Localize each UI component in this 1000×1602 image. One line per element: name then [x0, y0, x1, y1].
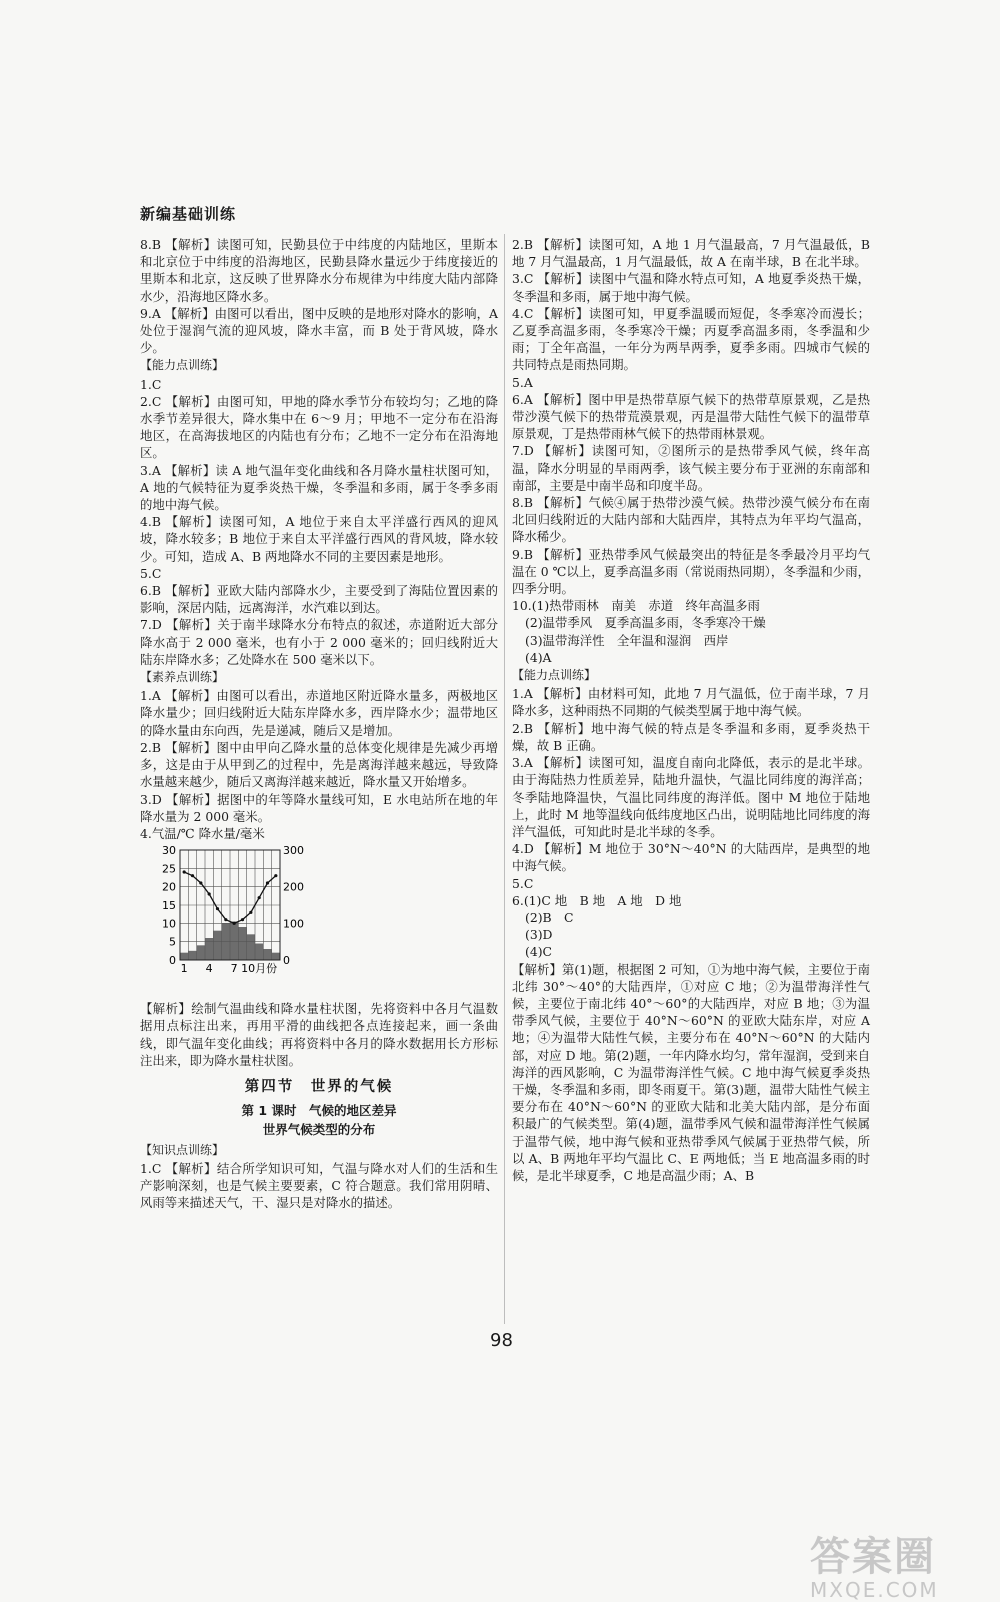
answer-item: 4.C 【解析】读图可知，甲夏季温暖而短促，冬季寒冷而漫长；乙夏季高温多雨，冬季寒冷干燥；丙夏季高温多雨，冬季温和少雨；丁全年高温，一年分为两旱两季，夏季多雨。四城市气候的共同特点是雨热同期。 [512, 305, 870, 373]
lesson-title: 第 1 课时 气候的地区差异 [241, 1103, 397, 1119]
temperature-point [241, 918, 244, 921]
temp-tick-label: 25 [162, 862, 176, 876]
temperature-point [224, 918, 227, 921]
answer-item: 6.A 【解析】图中甲是热带草原气候下的热带草原景观，乙是热带沙漠气候下的热带荒漠景观，丙是温带大陆性气候下的温带草原景观，丁是热带雨林气候下的热带雨林景观。 [512, 391, 870, 442]
page-number: 98 [490, 1330, 513, 1351]
chart-caption: 4.气温/℃ 降水量/毫米 [140, 825, 265, 841]
precip-bar [197, 945, 205, 960]
answer-line: (4)A [525, 649, 552, 665]
temperature-point [266, 882, 269, 885]
chart-note: 【解析】绘制气温曲线和降水量柱状图，先将资料中各月气温数据用点标注出来，再用平滑的曲线把各点连接起来，画一条曲线，即气温年变化曲线；再将资料中各月的降水数据用长方形标注出来，即为降水量柱状图。 [140, 1001, 498, 1068]
answer-item: 8.B 【解析】气候④属于热带沙漠气候。热带沙漠气候分布在南北回归线附近的大陆内部和大陆西岸，其特点为年平均气温高，降水稀少。 [512, 495, 870, 545]
precip-bar [213, 931, 221, 960]
temperature-point [199, 882, 202, 885]
column-divider [504, 234, 505, 1324]
right-block2 [512, 685, 870, 891]
temperature-point [183, 871, 186, 874]
answer-item: 3.A 【解析】读图可知，温度自南向北降低，表示的是北半球。由于海陆热力性质差异，陆地升温快，气温比同纬度的海洋高；冬季陆地降温快，气温比同纬度的海洋低。图中 M 地位于陆地上，此时 M 地等温线向低纬度地区凸出，说明陆地比同纬度的海洋气温低，可知此时是北半球的冬季。 [512, 755, 870, 839]
watermark-logo [810, 1525, 939, 1602]
answer-item: 2.B 【解析】图中由甲向乙降水量的总体变化规律是先减少再增多，这是由于从甲到乙的过程中，先是离海洋越来越远，导致降水量越来越少，随后又离海洋越来越近，降水量又开始增多。 [140, 739, 498, 790]
answer-item: 7.D 【解析】读图可知，②图所示的是热带季风气候，终年高温，降水分明显的旱雨两季，该气候主要分布于亚洲的东南部和南部，主要是中南半岛和印度半岛。 [512, 443, 870, 493]
answer-line: (2)温带季风 夏季高温多雨，冬季寒冷干燥 [525, 615, 766, 631]
answer-item: 3.A 【解析】读 A 地气温年变化曲线和各月降水量柱状图可知，A 地的气候特征为夏季炎热干燥，冬季温和多雨，属于冬季多雨的地中海气候。 [140, 462, 498, 513]
answer-item: 2.C 【解析】由图可知，甲地的降水季节分布较均匀；乙地的降水季节差异很大，降水集中在 6～9 月；甲地不一定分布在沿海地区，在高海拔地区的内陆也有分布；乙地不一定分布在沿海地区。 [140, 393, 498, 461]
answer-item: 1.C [140, 376, 162, 392]
answer-item: 7.D 【解析】关于南半球降水分布特点的叙述，赤道附近大部分降水高于 2 000 毫米，也有小于 2 000 毫米的；回归线附近大陆东岸降水多；乙处降水在 500 毫米以下。 [140, 617, 498, 667]
precip-bar [205, 938, 213, 960]
answer-item: 6.B 【解析】亚欧大陆内部降水少，主要受到了海陆位置因素的影响，深居内陆，远离海洋，水汽难以到达。 [140, 583, 498, 616]
lesson-subtitle: 世界气候类型的分布 [262, 1122, 376, 1138]
left-block1 [140, 236, 498, 356]
right-column [512, 236, 870, 1184]
answer-item: 5.C [512, 875, 534, 891]
answer-item: 3.D 【解析】据图中的年等降水量线可知，E 水电站所在地的年降水量为 2 000 毫米。 [140, 791, 498, 824]
precip-bar [272, 953, 280, 960]
temperature-point [249, 911, 252, 914]
answer-item: 4.B 【解析】读图可知，A 地位于来自太平洋盛行西风的迎风坡，降水较多；B 地位于来自太平洋盛行西风的背风坡，降水较少。可知，造成 A、B 两地降水不同的主要因素是地形。 [140, 514, 498, 564]
precip-bar [180, 953, 188, 960]
book-title: 新编基础训练 [140, 205, 237, 223]
temp-tick-label: 10 [162, 917, 176, 931]
temperature-point [233, 922, 236, 925]
left-column [140, 236, 498, 1211]
precip-tick-label: 300 [283, 844, 304, 858]
answer-line: (3)D [525, 927, 553, 943]
climate-chart [150, 844, 320, 996]
temperature-point [216, 907, 219, 910]
precip-tick-label: 200 [283, 880, 304, 894]
month-tick-label: 10月份 [241, 962, 278, 976]
section-title: 第四节 世界的气候 [244, 1078, 394, 1095]
precip-bar [238, 927, 246, 960]
temp-tick-label: 0 [169, 954, 176, 968]
section-label-literacy: 【素养点训练】 [140, 670, 225, 685]
temp-tick-label: 15 [162, 899, 176, 913]
precip-bar [230, 922, 238, 961]
answer-explanation: 【解析】第(1)题，根据图 2 可知，①为地中海气候，主要位于南北纬 30°～40°的大陆西岸，①对应 C 地；②为温带海洋性气候，主要位于南北纬 40°～60°的大陆西岸，对应 B 地；③为温带季风气候，主要位于 40°N～60°N 的亚欧大陆东岸，对应 A 地；④为温带大陆性气候，主要分布在 40°N～60°N 的大陆内部，对应 D 地。第(2)题，一年内降水均匀，常年湿润，受到来自海洋的西风影响，C 为温带海洋性气候。C 地中海气候夏季炎热干燥，冬季温和多雨，即冬雨夏干。第(3)题，温带大陆性气候主要分布在 40°N～60°N 的亚欧大陆和北美大陆内部，是分布面积最广的气候类型。第(4)题，温带季风气候和温带海洋性气候属于温带气候，地中海气候和亚热带季风气候属于亚热带气候，所以 A、B 两地年平均气温比 C、E 两地低；当 E 地高温多雨的时候，是北半球夏季，C 地是高温少雨；A、B [512, 961, 870, 1183]
left-block2 [140, 376, 498, 668]
watermark-url: MXQE.COM [810, 1578, 939, 1602]
section-label-ability: 【能力点训练】 [512, 668, 597, 683]
month-tick-label: 7 [230, 962, 238, 976]
answer-item: 2.B 【解析】读图可知，A 地 1 月气温最高，7 月气温最低，B 地 7 月气温最高，1 月气温最低，故 A 在南半球，B 在北半球。 [512, 237, 870, 270]
answer-line: (4)C [525, 944, 553, 960]
answer-item: 5.C [140, 565, 162, 581]
answer-10 [512, 597, 870, 666]
answer-item: 1.A 【解析】由材料可知，此地 7 月气温低，位于南半球，7 月降水多，这种雨热不同期的气候类型属于地中海气候。 [512, 686, 870, 719]
temp-tick-label: 5 [169, 935, 176, 949]
temperature-point [274, 874, 277, 877]
answer-line: 10.(1)热带雨林 南美 赤道 终年高温多雨 [512, 598, 760, 614]
answer-item: 1.A 【解析】由图可以看出，赤道地区附近降水量多，两极地区降水量少；回归线附近大陆东岸降水多，西岸降水少；温带地区的降水量由东向西，先是递减，随后又是增加。 [140, 688, 498, 738]
temperature-point [208, 893, 211, 896]
precip-bar [188, 951, 196, 960]
precip-bar [263, 949, 271, 960]
section-label-ability: 【能力点训练】 [140, 358, 225, 373]
answer-6 [512, 892, 870, 961]
answer-line: (3)温带海洋性 全年温和湿润 西岸 [525, 632, 729, 648]
temperature-point [258, 896, 261, 899]
answer-item: 3.C 【解析】读图中气温和降水特点可知，A 地夏季炎热干燥，冬季温和多雨，属于地中海气候。 [512, 271, 870, 304]
answer-item: 9.B 【解析】亚热带季风气候最突出的特征是冬季最冷月平均气温在 0 ℃以上，夏季高温多雨（常说雨热同期），冬季温和少雨，四季分明。 [512, 546, 870, 597]
section-label-knowledge: 【知识点训练】 [140, 1142, 225, 1157]
answer-line: 6.(1)C 地 B 地 A 地 D 地 [512, 892, 682, 908]
answer-item: 1.C 【解析】结合所学知识可知，气温与降水对人们的生活和生产影响深刻，也是气候主要要素，C 符合题意。我们常用阴晴、风雨等来描述天气，干、湿只是对降水的描述。 [140, 1160, 498, 1211]
answer-item: 4.D 【解析】M 地位于 30°N～40°N 的大陆西岸，是典型的地中海气候。 [512, 841, 870, 874]
answer-item: 2.B 【解析】地中海气候的特点是冬季温和多雨，夏季炎热干燥，故 B 正确。 [512, 720, 870, 753]
precip-tick-label: 0 [283, 954, 290, 968]
precip-tick-label: 100 [283, 917, 304, 931]
climate-chart-svg [150, 844, 320, 976]
answer-line: (2)B C [525, 909, 574, 925]
temp-tick-label: 20 [162, 880, 176, 894]
month-tick-label: 1 [180, 962, 188, 976]
right-block1 [512, 236, 870, 597]
watermark-text: 答案圈 [810, 1534, 936, 1580]
temp-tick-label: 30 [162, 844, 176, 858]
precip-bar [247, 934, 255, 960]
answer-item: 5.A [512, 374, 533, 390]
left-block3 [140, 687, 498, 842]
month-tick-label: 4 [205, 962, 213, 976]
temperature-point [191, 874, 194, 877]
answer-item: 9.A 【解析】由图可以看出，图中反映的是地形对降水的影响，A 处位于湿润气流的迎风坡，降水丰富，而 B 处于背风坡，降水少。 [140, 305, 498, 356]
answer-item: 8.B 【解析】读图可知，民勤县位于中纬度的内陆地区，里斯本和北京位于中纬度的沿海地区，民勤县降水量远少于纬度接近的里斯本和北京，这反映了世界降水分布规律为中纬度大陆内部降水少，沿海地区降水多。 [140, 237, 498, 304]
precip-bar [255, 944, 263, 961]
